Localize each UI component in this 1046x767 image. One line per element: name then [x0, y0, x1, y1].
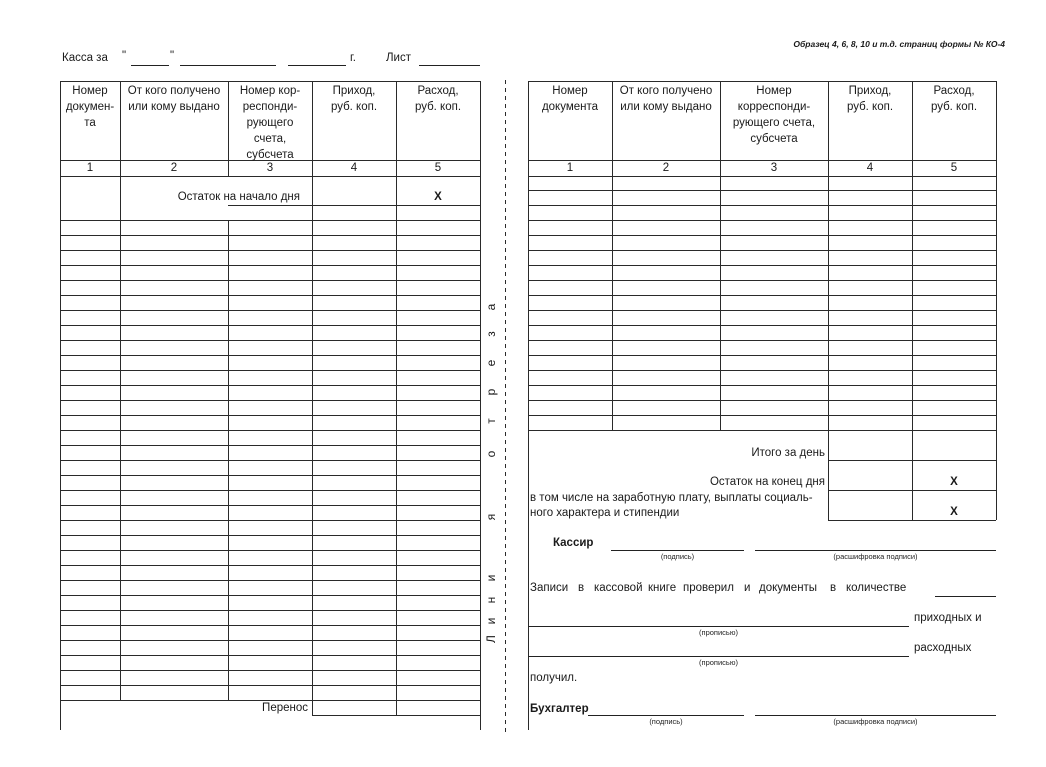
left-header-text: Номер кор- [239, 85, 301, 97]
right-col-number: 3 [770, 162, 778, 174]
cut-dash [505, 128, 506, 132]
right-row-line [528, 310, 996, 311]
closing-x-mark: X [950, 476, 958, 488]
right-row-line [528, 340, 996, 341]
cut-dash [505, 184, 506, 188]
right-header-text: руб. коп. [846, 101, 894, 113]
left-table-top-border [60, 81, 480, 82]
cut-dash [505, 152, 506, 156]
right-col-number: 2 [662, 162, 670, 174]
right-row-line [528, 190, 996, 191]
right-including-line [828, 520, 996, 521]
left-header-text: руб. коп. [414, 101, 462, 113]
left-row-line [60, 490, 480, 491]
cut-dash [505, 600, 506, 604]
left-header-text: докумен- [65, 101, 115, 113]
outgoing-in-words-hint: (прописью) [699, 658, 738, 667]
left-header-text: Номер [72, 85, 108, 97]
cut-dash [505, 336, 506, 340]
right-row-line [528, 355, 996, 356]
left-row-line [60, 235, 480, 236]
cut-dash [505, 488, 506, 492]
cut-dash [505, 456, 506, 460]
cut-dash [505, 424, 506, 428]
cut-dash [505, 88, 506, 92]
cut-dash [505, 536, 506, 540]
cut-dash [505, 704, 506, 708]
right-header-text: или кому выдано [620, 101, 712, 113]
left-row-line [60, 265, 480, 266]
left-col-divider [396, 81, 397, 715]
right-col-divider [828, 81, 829, 520]
right-row-line [528, 295, 996, 296]
left-header-text: счета, [253, 133, 287, 145]
cut-dash [505, 104, 506, 108]
left-numbers-bottom-line [60, 176, 480, 177]
cut-dash [505, 480, 506, 484]
right-row-line [528, 250, 996, 251]
cut-dash [505, 624, 506, 628]
cut-line-letter: р [484, 388, 498, 396]
left-row-line [60, 250, 480, 251]
right-table-top-border [528, 81, 996, 82]
left-opening-balance-line [228, 205, 480, 206]
cut-dash [505, 528, 506, 532]
cut-dash [505, 568, 506, 572]
left-row-line [60, 550, 480, 551]
including-line-1: в том числе на заработную плату, выплаты социаль- [530, 492, 813, 504]
left-row-line [60, 670, 480, 671]
left-row-line [60, 400, 480, 401]
accountant-label: Бухгалтер [530, 703, 589, 715]
cut-dash [505, 504, 506, 508]
right-col-number: 5 [950, 162, 958, 174]
records-word: кассовой [594, 582, 643, 594]
left-row-line [60, 460, 480, 461]
left-header-text: та [84, 117, 96, 129]
cut-dash [505, 640, 506, 644]
cut-dash [505, 376, 506, 380]
cut-dash [505, 256, 506, 260]
right-col-divider [612, 81, 613, 430]
cut-dash [505, 168, 506, 172]
left-row-line [60, 655, 480, 656]
left-header-text: руб. коп. [330, 101, 378, 113]
incoming-in-words-hint: (прописью) [699, 628, 738, 637]
records-word: количестве [846, 582, 907, 594]
cut-dash [505, 216, 506, 220]
cut-line-letter: е [484, 359, 498, 367]
left-carry-bottom-line [312, 715, 480, 716]
cut-dash [505, 632, 506, 636]
cut-dash [505, 584, 506, 588]
left-row-line [60, 700, 480, 701]
left-row-line [60, 430, 480, 431]
accountant-signature-hint: (подпись) [649, 717, 683, 726]
right-row-line [528, 280, 996, 281]
cut-dash [505, 408, 506, 412]
cut-dash [505, 136, 506, 140]
right-header-text: руб. коп. [930, 101, 978, 113]
day-field[interactable] [131, 65, 169, 66]
cut-dash [505, 392, 506, 396]
cashier-label: Кассир [553, 537, 594, 549]
cut-dash [505, 696, 506, 700]
cut-line-letter: и [484, 574, 498, 582]
cut-dash [505, 248, 506, 252]
left-opening-x-mark: X [434, 191, 442, 203]
cut-dash [505, 616, 506, 620]
right-header-text: документа [541, 101, 599, 113]
right-header-text: субсчета [750, 133, 798, 145]
records-word: Записи [530, 582, 569, 594]
cut-dash [505, 344, 506, 348]
outgoing-in-words-field[interactable] [528, 656, 909, 657]
cut-dash [505, 664, 506, 668]
cut-dash [505, 552, 506, 556]
left-row-line [60, 310, 480, 311]
cut-line-letter: я [484, 513, 498, 521]
cut-dash [505, 512, 506, 516]
month-field[interactable] [180, 65, 276, 66]
sample-note: Образец 4, 6, 8, 10 и т.д. страниц формы № КО-4 [793, 39, 1005, 49]
left-row-line [60, 520, 480, 521]
cut-dash [505, 576, 506, 580]
cut-dash [505, 712, 506, 716]
kassa-label: Касса за [62, 52, 108, 64]
right-col-number: 1 [566, 162, 574, 174]
right-row-line [528, 325, 996, 326]
cut-dash [505, 160, 506, 164]
cut-dash [505, 272, 506, 276]
left-col-number: 5 [434, 162, 442, 174]
cut-line-letter: Л [484, 635, 498, 643]
quote-close: " [170, 50, 175, 62]
year-suffix: г. [350, 52, 356, 64]
cut-dash [505, 448, 506, 452]
records-word: документы [759, 582, 818, 594]
right-row-line [528, 220, 996, 221]
cut-dash [505, 224, 506, 228]
left-col-number: 1 [86, 162, 94, 174]
cut-dash [505, 656, 506, 660]
cut-dash [505, 560, 506, 564]
left-row-line [60, 625, 480, 626]
left-row-line [60, 475, 480, 476]
records-word: и [744, 582, 751, 594]
cashier-decode-hint: (расшифровка подписи) [833, 552, 918, 561]
left-col-divider [312, 176, 313, 715]
cut-dash [505, 320, 506, 324]
left-row-line [60, 445, 480, 446]
cut-line-letter: н [484, 596, 498, 604]
right-row-line [528, 235, 996, 236]
cut-dash [505, 496, 506, 500]
left-col-number: 4 [350, 162, 358, 174]
cut-dash [505, 280, 506, 284]
cut-dash [505, 440, 506, 444]
sheet-field[interactable] [419, 65, 480, 66]
cut-dash [505, 720, 506, 724]
cut-dash [505, 520, 506, 524]
right-row-line [528, 400, 996, 401]
left-row-line [60, 355, 480, 356]
left-row-line [60, 385, 480, 386]
left-col-number: 3 [266, 162, 274, 174]
left-row-line [60, 415, 480, 416]
closing-balance-label: Остаток на конец дня [709, 476, 825, 488]
left-row-line [60, 685, 480, 686]
cut-dash [505, 648, 506, 652]
left-header-text: субсчета [246, 149, 294, 161]
left-header-text: Приход, [332, 85, 376, 97]
left-row-line [60, 595, 480, 596]
left-row-line [60, 280, 480, 281]
cut-dash [505, 608, 506, 612]
records-word: проверил [683, 582, 734, 594]
left-col-border [480, 81, 481, 730]
cut-dash [505, 80, 506, 84]
right-header-text: Приход, [848, 85, 892, 97]
records-word: в [578, 582, 585, 594]
left-row-line [60, 220, 480, 221]
left-row-line [60, 340, 480, 341]
left-header-text: Расход, [417, 85, 459, 97]
cut-line-letter: о [484, 450, 498, 458]
outgoing-label: расходных [914, 642, 972, 654]
right-col-divider [912, 81, 913, 520]
cut-dash [505, 592, 506, 596]
cut-line-letter: т [484, 418, 498, 424]
incoming-in-words-field[interactable] [528, 626, 909, 627]
cashier-signature-field[interactable] [611, 550, 744, 551]
left-col-number: 2 [170, 162, 178, 174]
left-row-line [60, 640, 480, 641]
left-row-line [60, 295, 480, 296]
cut-dash [505, 672, 506, 676]
accountant-decode-field[interactable] [755, 715, 996, 716]
cut-dash [505, 384, 506, 388]
documents-count-field[interactable] [935, 596, 996, 597]
left-row-line [60, 535, 480, 536]
cut-dash [505, 208, 506, 212]
right-numbers-bottom-line [528, 176, 996, 177]
right-header-text: рующего счета, [732, 117, 816, 129]
cut-line-letter: и [484, 617, 498, 625]
cut-dash [505, 288, 506, 292]
cut-dash [505, 200, 506, 204]
cut-dash [505, 120, 506, 124]
left-row-line [60, 370, 480, 371]
cut-dash [505, 544, 506, 548]
right-row-line [528, 415, 996, 416]
cut-dash [505, 360, 506, 364]
left-row-line [60, 505, 480, 506]
cut-dash [505, 96, 506, 100]
left-carry-over-label: Перенос [262, 702, 308, 714]
right-col-border [996, 81, 997, 520]
cut-dash [505, 328, 506, 332]
cut-dash [505, 352, 506, 356]
cut-dash [505, 400, 506, 404]
cut-dash [505, 304, 506, 308]
right-row-line [528, 370, 996, 371]
left-header-text: рующего [246, 117, 294, 129]
left-row-line [60, 565, 480, 566]
right-header-text: корреспонди- [737, 101, 811, 113]
cashier-decode-field[interactable] [755, 550, 996, 551]
cut-dash [505, 232, 506, 236]
left-row-line [60, 580, 480, 581]
records-word: в [830, 582, 837, 594]
records-word: книге [648, 582, 677, 594]
received-label: получил. [530, 672, 578, 684]
left-row-line [60, 325, 480, 326]
right-row-line [528, 385, 996, 386]
cut-dash [505, 432, 506, 436]
left-col-divider [228, 220, 229, 700]
right-col-number: 4 [866, 162, 874, 174]
including-line-2: ного характера и стипендии [530, 507, 680, 519]
cut-dash [505, 680, 506, 684]
cut-dash [505, 240, 506, 244]
incoming-and-label: приходных и [914, 612, 982, 624]
cut-dash [505, 296, 506, 300]
year-field[interactable] [288, 65, 346, 66]
left-header-text: респонди- [242, 101, 298, 113]
left-header-text: От кого получено [127, 85, 221, 97]
cut-dash [505, 112, 506, 116]
cut-dash [505, 728, 506, 732]
cut-dash [505, 192, 506, 196]
cashier-signature-hint: (подпись) [660, 552, 695, 561]
accountant-decode-hint: (расшифровка подписи) [833, 717, 918, 726]
sheet-label: Лист [386, 52, 411, 64]
left-header-text: или кому выдано [128, 101, 220, 113]
cut-dash [505, 368, 506, 372]
quote-open: " [122, 50, 127, 62]
right-header-text: Номер [552, 85, 588, 97]
right-header-text: Расход, [933, 85, 975, 97]
cut-dash [505, 176, 506, 180]
right-row-line [528, 430, 996, 431]
total-day-label: Итого за день [751, 447, 825, 459]
left-opening-balance-label: Остаток на начало дня [177, 191, 300, 203]
cut-dash [505, 688, 506, 692]
right-header-text: Номер [756, 85, 792, 97]
cut-dash [505, 144, 506, 148]
including-x-mark: X [950, 506, 958, 518]
right-row-line [528, 205, 996, 206]
cut-line-letter: а [484, 303, 498, 311]
left-row-line [60, 610, 480, 611]
accountant-signature-field[interactable] [588, 715, 744, 716]
cut-dash [505, 416, 506, 420]
right-header-text: От кого получено [619, 85, 713, 97]
cut-dash [505, 264, 506, 268]
cut-dash [505, 312, 506, 316]
cut-line-letter: з [484, 331, 498, 337]
cut-dash [505, 472, 506, 476]
right-row-line [528, 265, 996, 266]
cut-dash [505, 464, 506, 468]
left-col-border [60, 81, 61, 730]
